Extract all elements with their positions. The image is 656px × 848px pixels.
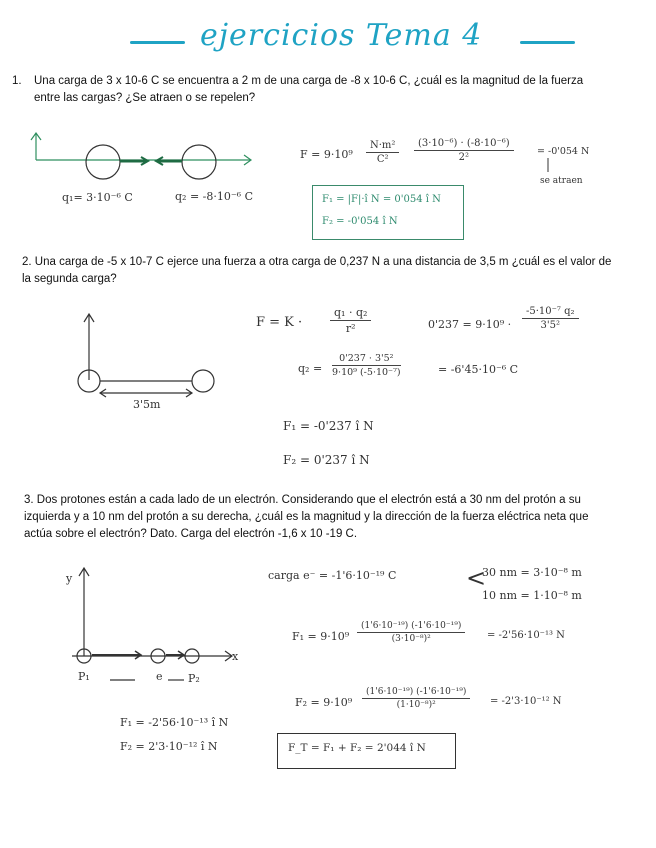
q3-total: F_T = F₁ + F₂ = 2'044 î N xyxy=(288,742,426,754)
q2-f1: F₁ = -0'237 î N xyxy=(283,419,374,433)
q3-conv2: 10 nm = 1·10⁻⁸ m xyxy=(482,589,582,602)
q3-f1-res: = -2'56·10⁻¹³ N xyxy=(487,630,565,641)
q1-text: Una carga de 3 x 10-6 C se encuentra a 2 m de una carga de -8 x 10-6 C, ¿cuál es la magnitud de la fuerza entre las cargas? ¿Se atraen o se repelen? xyxy=(34,75,584,104)
q2-formula-den: r² xyxy=(345,322,356,335)
q3-f2-den: (1·10⁻⁸)² xyxy=(396,700,436,710)
q3-number: 3. xyxy=(24,494,34,506)
q3-p2: P₂ xyxy=(188,672,200,685)
q1-value-num: (3·10⁻⁶) · (-8·10⁻⁶) xyxy=(414,138,514,151)
q2-q2-lhs: q₂ = xyxy=(298,362,323,375)
q3-body: Dos protones están a cada lado de un electrón. Considerando que el electrón está a 30 nm del protón a su izquierda y a 10 nm del protón a su derecha, ¿cuál es la magnitud y la dirección de la fuerza eléctrica neta que actúa sobre el electrón? Dato. Carga del electrón -1,6 x 10 -19 C. xyxy=(24,494,589,540)
q1-f1: F₁ = |F|·î N = 0'054 î N xyxy=(322,194,441,205)
q1-diagram xyxy=(31,133,251,179)
q1-number: 1. xyxy=(12,75,22,87)
q3-text xyxy=(24,492,614,543)
q3-f2-frac xyxy=(362,687,470,710)
q3-f1-num: (1'6·10⁻¹⁹) (-1'6·10⁻¹⁹) xyxy=(357,621,465,633)
q2-q2-result: = -6'45·10⁻⁶ C xyxy=(438,363,519,376)
q1-unit-num: N·m² xyxy=(366,140,399,153)
q2-number: 2. xyxy=(22,256,32,268)
q1-charge2-label: q₂ = -8·10⁻⁶ C xyxy=(175,190,253,203)
page-title: ejercicios Tema 4 xyxy=(200,18,483,53)
q3-f1-frac xyxy=(357,621,465,644)
q2-q2-den: 9·10⁹ (-5·10⁻⁷) xyxy=(332,367,401,378)
q2-sub-num: -5·10⁻⁷ q₂ xyxy=(522,306,579,319)
q3-f2-lhs: F₂ = 9·10⁹ xyxy=(295,696,353,709)
q1-value-frac xyxy=(414,138,514,163)
q1-charge1-label: q₁= 3·10⁻⁶ C xyxy=(62,191,133,204)
q1-value-den: 2² xyxy=(458,152,469,163)
q2-diagram xyxy=(78,314,214,397)
q2-sub-frac xyxy=(522,306,579,331)
q1-formula-lhs: F = 9·10⁹ xyxy=(300,148,353,161)
q1-note: se atraen xyxy=(540,176,583,186)
q3-e: e xyxy=(156,670,163,683)
q2-body: Una carga de -5 x 10-7 C ejerce una fuerza a otra carga de 0,237 N a una distancia de 3,5 m ¿cuál es el valor de la segunda carga? xyxy=(22,256,612,285)
q1-f2: F₂ = -0'054 î N xyxy=(322,216,398,227)
q2-q2-num: 0'237 · 3'5² xyxy=(332,353,401,366)
q3-axis-x: x xyxy=(232,650,239,663)
q2-distance: 3'5m xyxy=(133,398,161,411)
q2-f2: F₂ = 0'237 î N xyxy=(283,453,370,467)
q3-conv1: 30 nm = 3·10⁻⁸ m xyxy=(482,566,582,579)
q3-f2-res: = -2'3·10⁻¹² N xyxy=(490,696,562,707)
q3-f1-den: (3·10⁻⁸)² xyxy=(391,634,431,644)
q1-result: = -0'054 N xyxy=(537,146,590,157)
q3-diagram xyxy=(72,568,232,680)
q3-axis-y: y xyxy=(66,572,73,585)
q3-f1-lhs: F₁ = 9·10⁹ xyxy=(292,630,350,643)
q2-sub-lhs: 0'237 = 9·10⁹ · xyxy=(428,318,512,331)
q2-formula-frac xyxy=(330,306,371,335)
q2-formula-lhs: F = K · xyxy=(256,315,303,330)
q3-charge: carga e⁻ = -1'6·10⁻¹⁹ C xyxy=(268,569,397,582)
q3-p1: P₁ xyxy=(78,670,90,683)
q2-q2-frac xyxy=(332,353,401,378)
q3-f2-num: (1'6·10⁻¹⁹) (-1'6·10⁻¹⁹) xyxy=(362,687,470,699)
q1-unit-den: C² xyxy=(376,154,389,165)
q2-text xyxy=(22,254,612,288)
q2-sub-den: 3'5² xyxy=(540,320,560,331)
q2-formula-num: q₁ · q₂ xyxy=(330,306,371,321)
q3-v1: F₁ = -2'56·10⁻¹³ î N xyxy=(120,716,229,729)
q3-brace: < xyxy=(466,564,487,592)
q1-unit-frac xyxy=(366,140,399,165)
q3-v2: F₂ = 2'3·10⁻¹² î N xyxy=(120,740,218,753)
